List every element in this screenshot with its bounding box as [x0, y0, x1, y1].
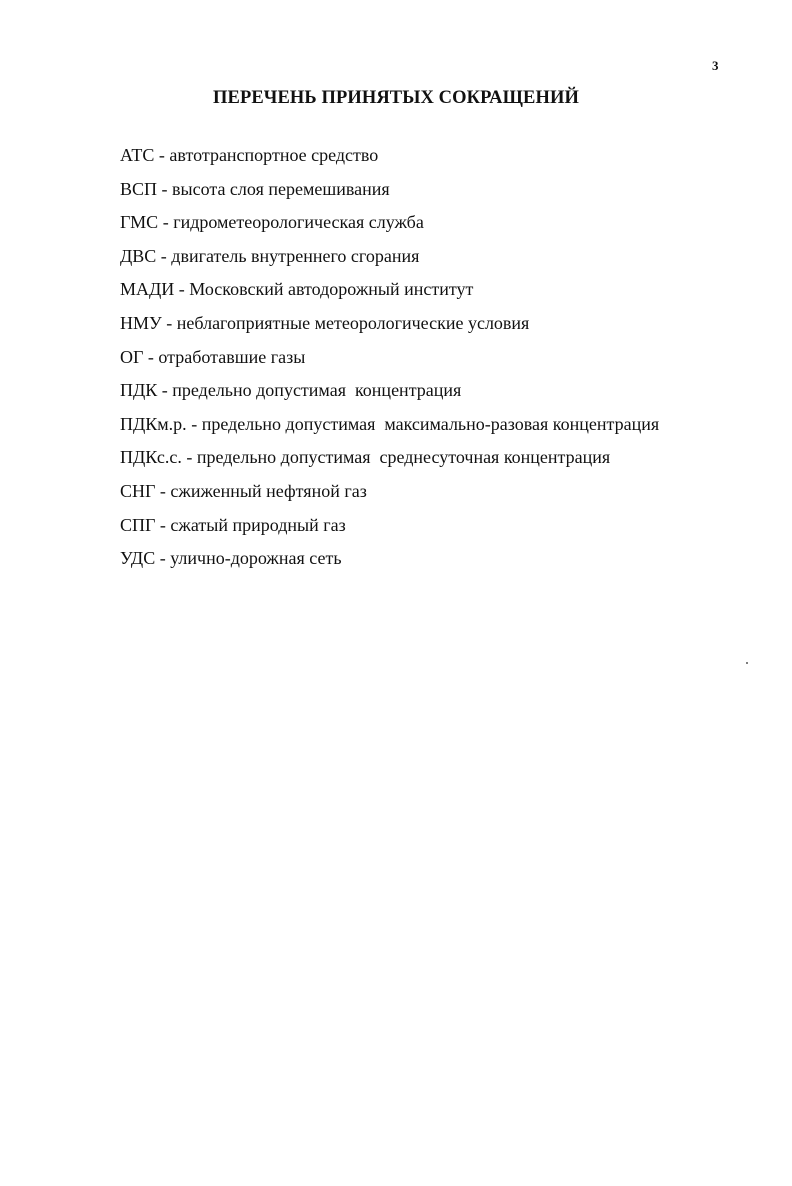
abbreviation-definition: сжатый природный газ [170, 514, 346, 535]
abbreviation-definition: предельно допустимая среднесуточная концентрация [196, 447, 611, 468]
list-item [120, 479, 659, 513]
abbreviation-definition: автотранспортное средство [169, 145, 379, 165]
list-item [120, 513, 659, 547]
separator: - [161, 312, 177, 333]
abbreviation-term: МАДИ [120, 279, 175, 300]
list-item [120, 378, 659, 412]
list-item [120, 143, 659, 177]
abbreviation-definition: неблагоприятные метеорологические условия [176, 312, 530, 333]
abbreviation-term: СНГ [120, 480, 156, 501]
abbreviation-term: НМУ [120, 312, 162, 333]
abbreviation-term: УДС [120, 548, 156, 569]
list-item [120, 277, 659, 311]
separator: - [157, 380, 173, 401]
abbreviation-term: ВСП [120, 178, 158, 199]
separator: - [181, 447, 197, 468]
abbreviation-term: СПГ [120, 514, 156, 535]
separator: - [143, 346, 159, 367]
separator: - [186, 413, 202, 434]
abbreviation-definition: предельно допустимая концентрация [172, 380, 462, 401]
separator: - [155, 480, 171, 501]
abbreviation-term: ОГ [120, 346, 144, 367]
separator: - [155, 548, 171, 569]
abbreviation-term: ГМС [120, 212, 159, 233]
separator: - [156, 245, 172, 266]
abbreviation-term: ПДКм.р. [120, 413, 187, 434]
abbreviation-term: ПДКс.с. [120, 447, 182, 468]
abbreviation-definition: двигатель внутреннего сгорания [171, 245, 420, 266]
abbreviation-definition: гидрометеорологическая служба [173, 212, 424, 233]
abbreviation-definition: высота слоя перемешивания [172, 178, 390, 199]
separator: - [154, 145, 170, 165]
separator: - [155, 514, 171, 535]
separator: - [174, 279, 190, 300]
abbreviation-definition: отработавшие газы [158, 346, 306, 367]
abbreviation-term: АТС [120, 145, 155, 165]
separator: - [158, 212, 174, 233]
abbreviation-definition: предельно допустимая максимально-разовая концентрация [201, 413, 660, 434]
list-item [120, 244, 659, 278]
list-item [120, 445, 659, 479]
abbreviation-definition: улично-дорожная сеть [170, 548, 342, 569]
list-item [120, 210, 659, 244]
abbreviation-term: ДВС [120, 245, 157, 266]
abbreviation-term: ПДК [120, 380, 158, 401]
list-item [120, 412, 659, 446]
page-title: ПЕРЕЧЕНЬ ПРИНЯТЫХ СОКРАЩЕНИЙ [213, 88, 579, 108]
abbreviation-definition: сжиженный нефтяной газ [170, 480, 367, 501]
list-item [120, 345, 659, 379]
abbreviation-list [120, 143, 659, 580]
abbreviation-definition: Московский автодорожный институт [189, 279, 474, 300]
list-item [120, 177, 659, 211]
list-item [120, 311, 659, 345]
separator: - [157, 178, 173, 199]
list-item [120, 546, 659, 580]
page-number: 3 [712, 58, 719, 73]
scan-speck [746, 662, 748, 664]
